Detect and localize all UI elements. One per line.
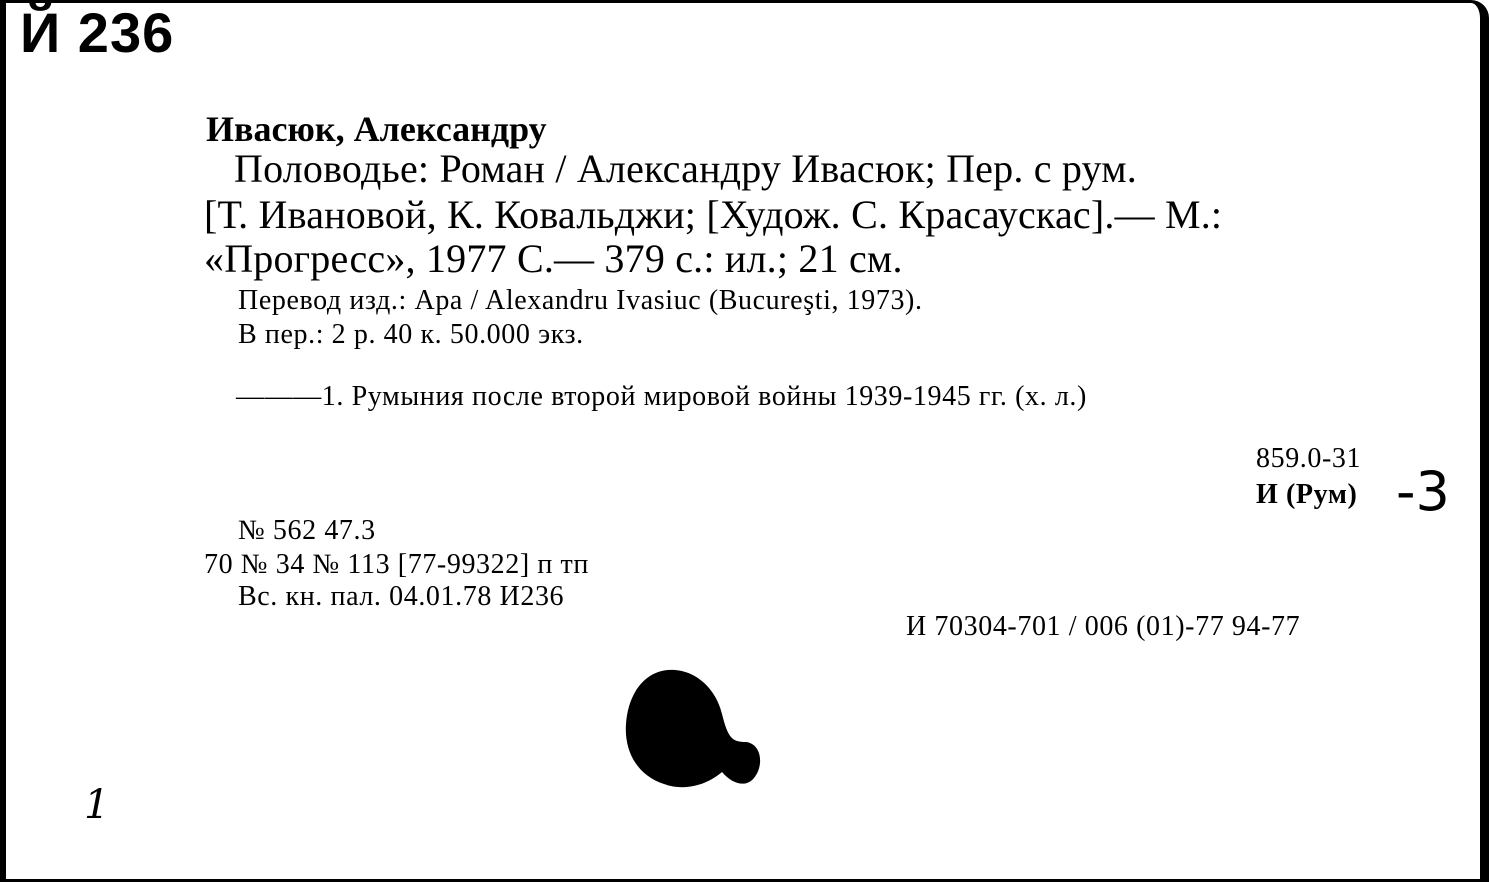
- accession-line-1: № 562 47.3: [238, 515, 376, 546]
- title-line-3: «Прогресс», 1977 С.— 379 с.: ил.; 21 см.: [204, 236, 903, 281]
- udc-code: 859.0-31: [1256, 443, 1362, 474]
- author-heading: Ивасюк, Александру: [206, 109, 547, 149]
- title-line-1: Половодье: Роман / Александру Ивасюк; Пер. с рум.: [234, 146, 1137, 191]
- corner-handwritten-mark: 1: [84, 782, 110, 828]
- isbn-code: И 70304-701 / 006 (01)-77 94-77: [906, 611, 1301, 642]
- title-line-2: [Т. Ивановой, К. Ковальджи; [Худож. С. Красаускас].— М.:: [204, 192, 1223, 237]
- subject-heading: ———1. Румыния после второй мировой войны 1939-1945 гг. (х. л.): [236, 381, 1087, 412]
- accession-line-2: 70 № 34 № 113 [77-99322] п тп: [204, 549, 589, 580]
- bbk-code: И (Рум): [1256, 479, 1358, 510]
- call-number: Й 236: [20, 1, 175, 64]
- handwritten-mark: -3: [1396, 460, 1450, 523]
- translation-note: Перевод изд.: Apa / Alexandru Ivasiuc (Bucureşti, 1973).: [238, 285, 923, 316]
- ink-blot: [624, 668, 764, 793]
- price-note: В пер.: 2 р. 40 к. 50.000 экз.: [238, 319, 584, 350]
- accession-line-3: Вс. кн. пал. 04.01.78 И236: [238, 581, 565, 612]
